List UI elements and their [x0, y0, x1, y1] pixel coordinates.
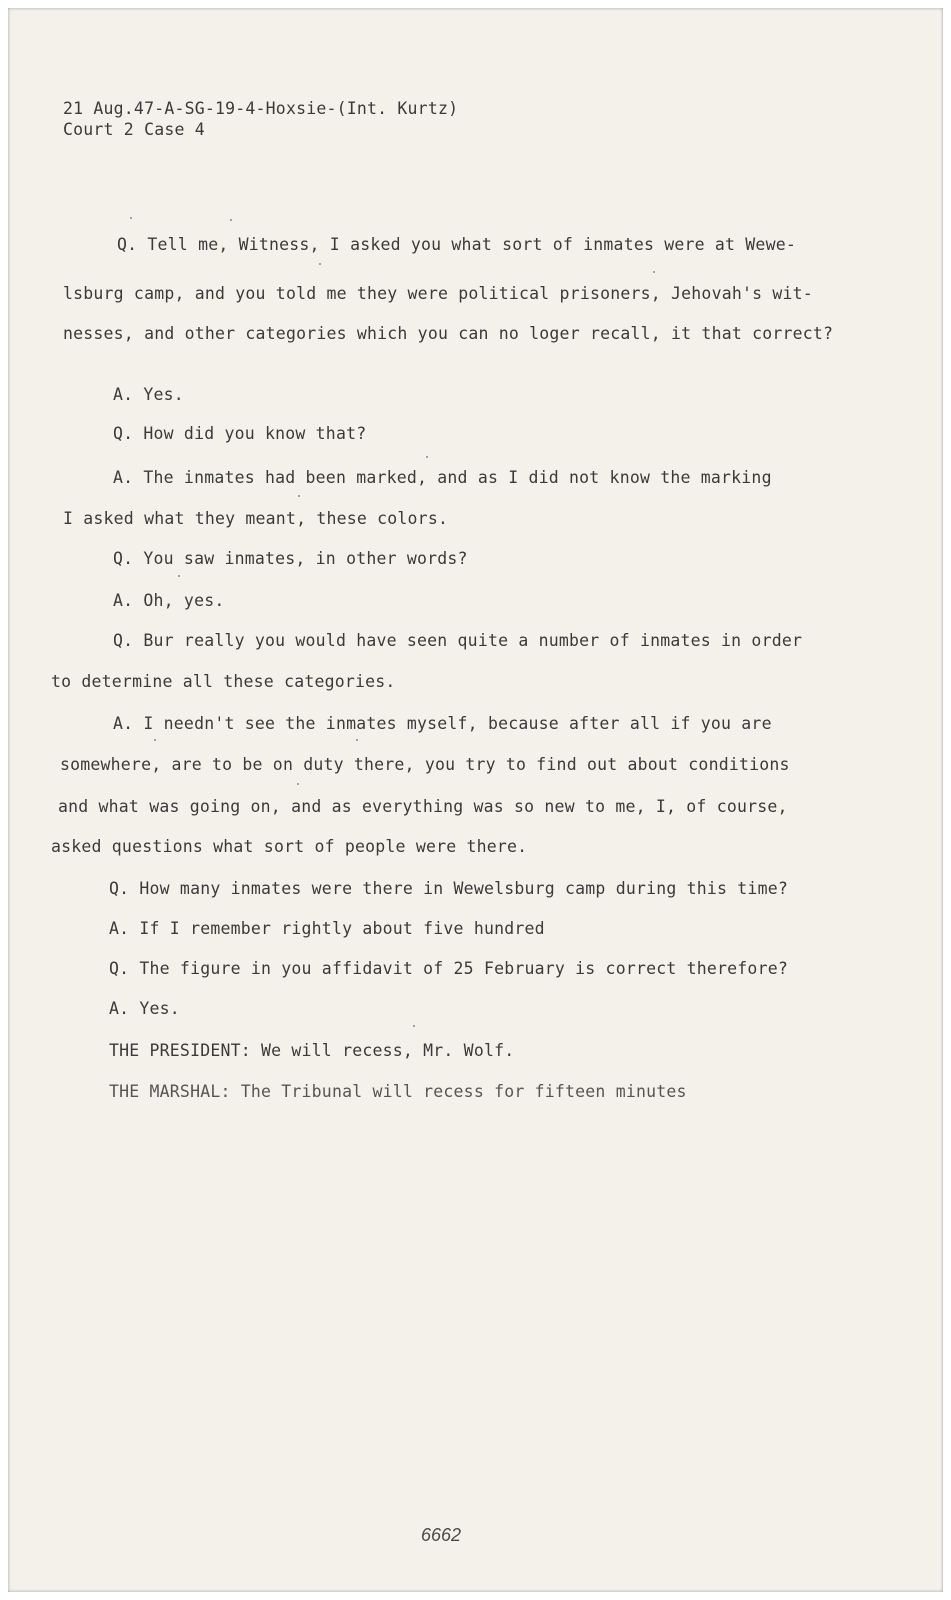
transcript-line-3: nesses, and other categories which you can no loger recall, it that correct?: [63, 324, 834, 343]
paper-speck: [426, 456, 428, 458]
paper-speck: [298, 495, 300, 497]
transcript-line-10: Q. Bur really you would have seen quite a number of inmates in order: [113, 631, 803, 650]
transcript-line-1: Q. Tell me, Witness, I asked you what sort of inmates were at Wewe-: [117, 235, 796, 254]
transcript-line-9: A. Oh, yes.: [113, 591, 225, 610]
transcript-line-15: asked questions what sort of people were there.: [51, 837, 528, 856]
header-line-1: 21 Aug.47-A-SG-19-4-Hoxsie-(Int. Kurtz): [63, 99, 459, 118]
paper-speck: [356, 739, 358, 741]
transcript-line-16: Q. How many inmates were there in Wewelsburg camp during this time?: [109, 879, 788, 898]
transcript-line-18: Q. The figure in you affidavit of 25 February is correct therefore?: [109, 959, 788, 978]
paper-speck: [178, 575, 180, 577]
transcript-line-5: Q. How did you know that?: [113, 424, 367, 443]
transcript-line-7: I asked what they meant, these colors.: [63, 509, 449, 528]
paper-speck: [130, 217, 132, 219]
paper-speck: [653, 271, 655, 273]
paper-speck: [297, 783, 299, 785]
paper-speck: [154, 739, 156, 741]
transcript-line-17: A. If I remember rightly about five hundred: [109, 919, 545, 938]
transcript-line-20: THE PRESIDENT: We will recess, Mr. Wolf.: [109, 1041, 515, 1060]
transcript-line-6: A. The inmates had been marked, and as I did not know the marking: [113, 468, 772, 487]
paper-sheet: [8, 8, 943, 1592]
transcript-line-12: A. I needn't see the inmates myself, because after all if you are: [113, 714, 772, 733]
paper-speck: [413, 1025, 415, 1027]
header-line-2: Court 2 Case 4: [63, 120, 205, 139]
transcript-line-21: THE MARSHAL: The Tribunal will recess for fifteen minutes: [109, 1082, 687, 1101]
transcript-line-2: lsburg camp, and you told me they were political prisoners, Jehovah's wit-: [63, 284, 813, 303]
paper-speck: [319, 263, 321, 265]
transcript-line-14: and what was going on, and as everything was so new to me, I, of course,: [58, 797, 788, 816]
transcript-line-8: Q. You saw inmates, in other words?: [113, 549, 468, 568]
transcript-line-13: somewhere, are to be on duty there, you try to find out about conditions: [60, 755, 790, 774]
transcript-line-4: A. Yes.: [113, 385, 184, 404]
transcript-line-19: A. Yes.: [109, 999, 180, 1018]
page-number: 6662: [421, 1525, 462, 1545]
transcript-line-11: to determine all these categories.: [51, 672, 396, 691]
paper-speck: [230, 219, 232, 221]
